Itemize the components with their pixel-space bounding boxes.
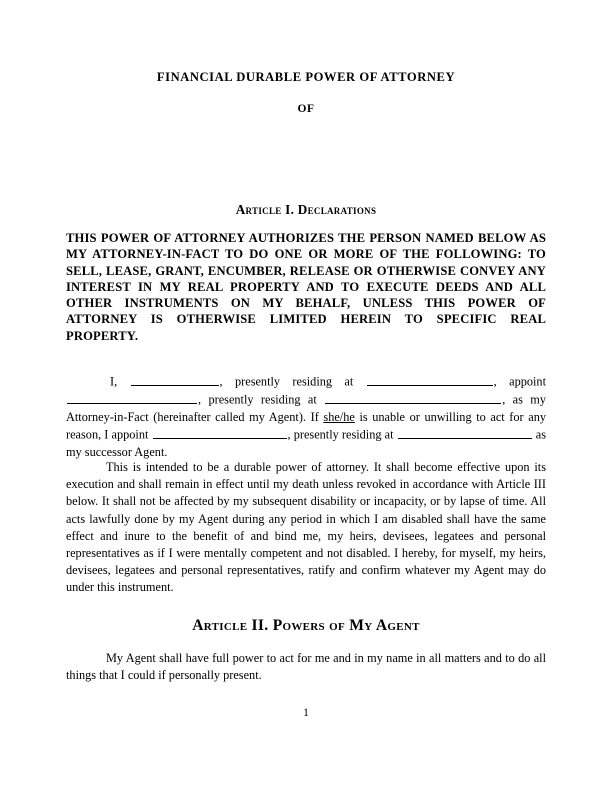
- appointment-segment-7: , presently residing at: [287, 427, 394, 442]
- agent-name-blank[interactable]: [67, 391, 197, 404]
- appointment-segment-2: , presently residing at: [219, 374, 354, 389]
- page-number: 1: [303, 706, 309, 719]
- pronoun-text: she/he: [323, 409, 355, 424]
- appointment-segment-8: as my successor Agent.: [66, 427, 547, 459]
- document-title-of: OF: [297, 103, 315, 115]
- document-title: FINANCIAL DURABLE POWER OF ATTORNEY: [156, 70, 456, 84]
- appointment-segment-3: , appoint: [493, 374, 546, 389]
- article-two-heading: Article II. Powers of My Agent: [192, 617, 420, 634]
- durable-power-paragraph: [66, 459, 546, 597]
- appointment-segment-5: , as my Attorney-in-Fact (hereinafter called my Agent). If: [66, 392, 546, 424]
- appointment-segment-6: is unable or unwilling to act for any reason, I appoint: [66, 409, 547, 442]
- principal-name-blank[interactable]: [131, 373, 219, 386]
- durable-paragraph-text: This is intended to be a durable power of attorney. It shall become effective upon its execution and shall remain in effect until my death unless revoked in accordance with Article III below. It shall not be affected by my subsequent disability or incapacity, or by lapse of time. All acts lawfully done by my Agent during any period in which I am disabled shall have the same effect and inure to the benefit of and bind me, my heirs, devisees, legatees and personal representatives as if I were mentally competent and not disabled. I hereby, for myself, my heirs, devisees, legatees and personal representatives, ratify and confirm whatever my Agent may do under this instrument.: [66, 460, 546, 595]
- principal-address-blank[interactable]: [367, 373, 493, 386]
- agent-powers-text: My Agent shall have full power to act for me and in my name in all matters and to do all things that I could if personally present.: [66, 651, 546, 683]
- appointment-segment-1: I,: [110, 374, 118, 389]
- authorization-paragraph: THIS POWER OF ATTORNEY AUTHORIZES THE PERSON NAMED BELOW AS MY ATTORNEY-IN-FACT TO DO ONE OR MORE OF THE FOLLOWING: TO SELL, LEASE, GRANT, ENCUMBER, RELEASE OR OTHERWISE CONVEY ANY INTEREST IN MY REAL PROPERTY AND TO EXECUTE DEEDS AND ALL OTHER INSTRUMENTS ON MY BEHALF, UNLESS THIS POWER OF ATTORNEY IS OTHERWISE LIMITED HEREIN TO SPECIFIC REAL PROPERTY.: [66, 231, 546, 343]
- appointment-paragraph: [66, 373, 546, 461]
- successor-agent-address-blank[interactable]: [398, 426, 532, 439]
- agent-powers-paragraph: [66, 650, 546, 684]
- agent-address-blank[interactable]: [325, 391, 501, 404]
- successor-agent-name-blank[interactable]: [153, 426, 287, 439]
- article-one-heading: Article I. Declarations: [235, 202, 377, 217]
- appointment-segment-4: , presently residing at: [198, 392, 317, 407]
